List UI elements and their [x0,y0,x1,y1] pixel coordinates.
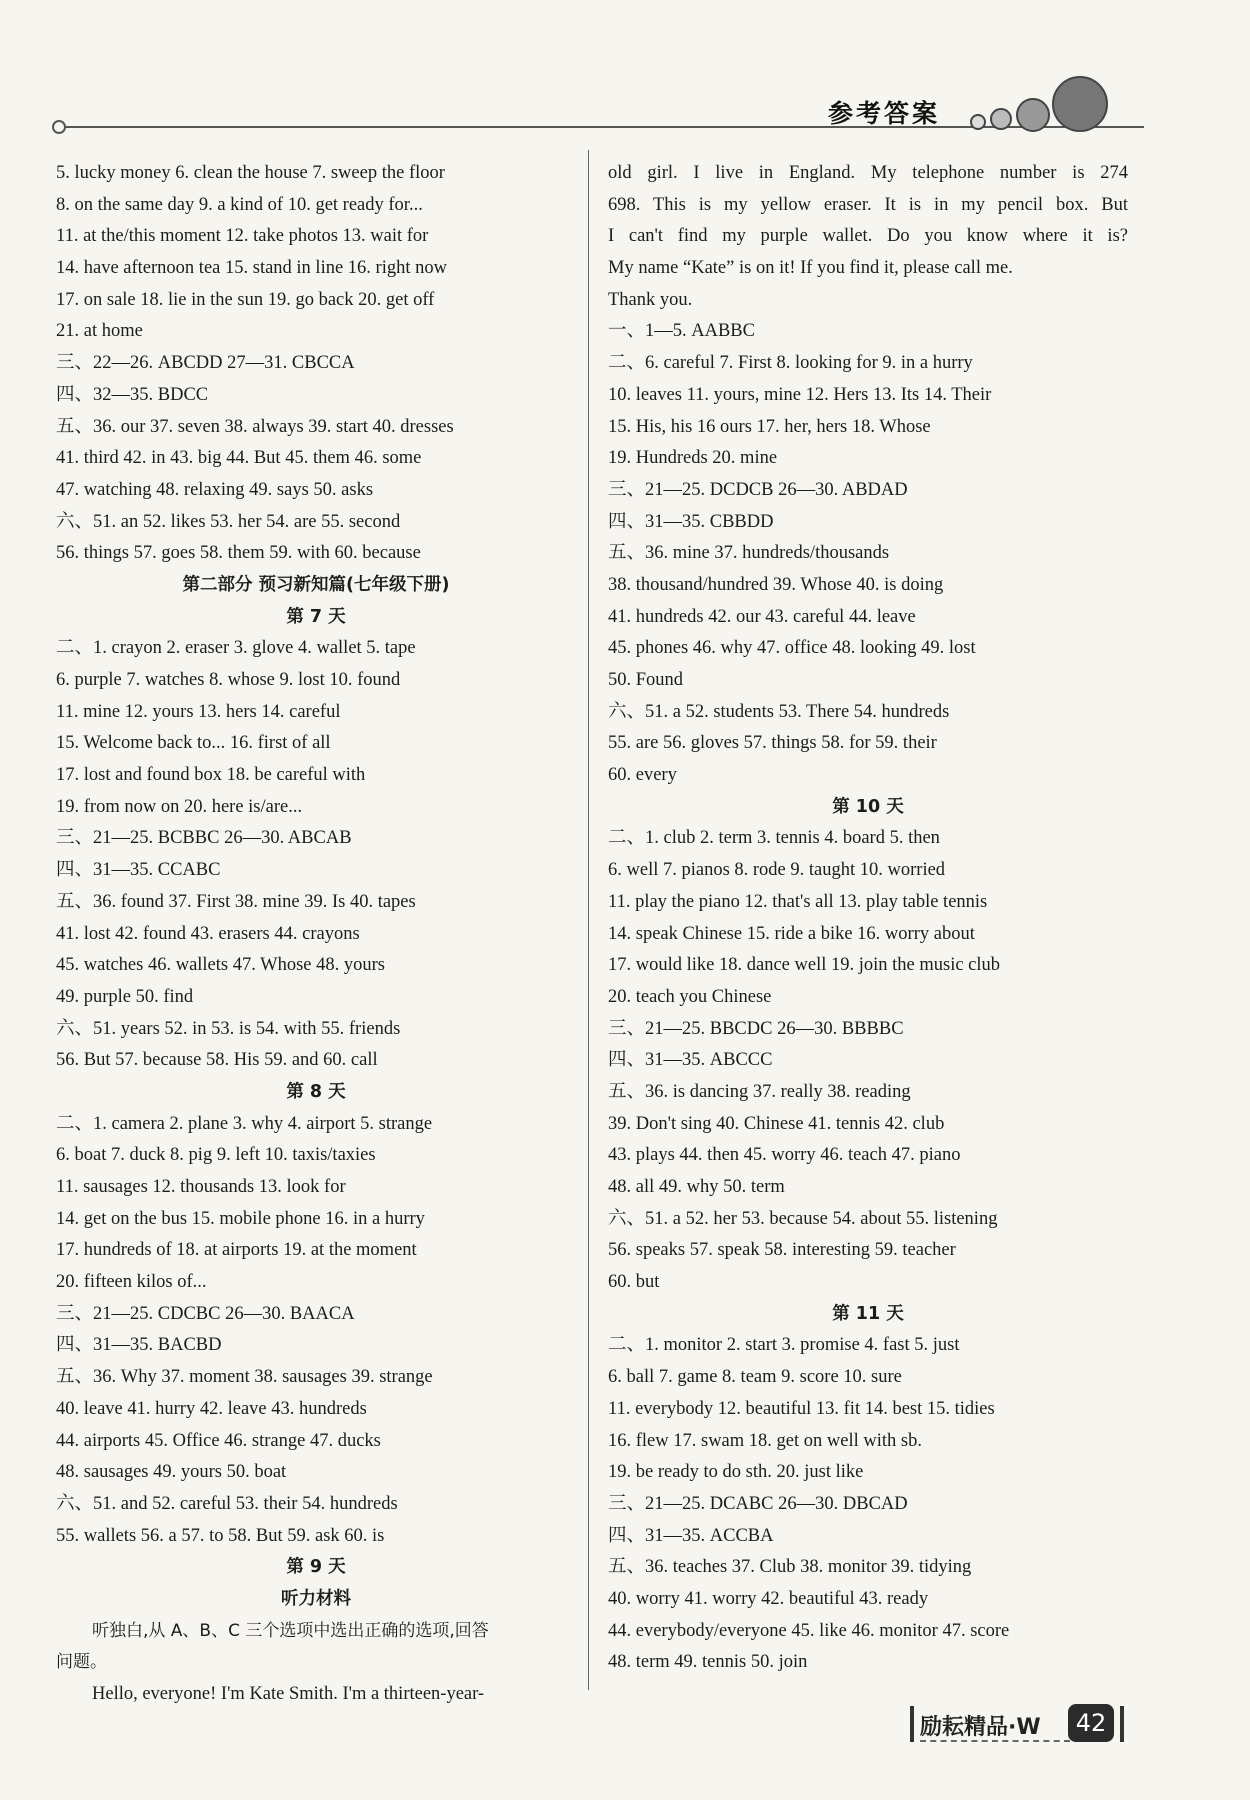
answer-line: 三、21—25. DCDCB 26—30. ABDAD [608,479,908,500]
answer-line: 11. mine 12. yours 13. hers 14. careful [56,701,341,722]
answer-line: 48. all 49. why 50. term [608,1177,785,1197]
answer-line: 17. hundreds of 18. at airports 19. at the moment [56,1240,417,1261]
answer-line: 五、36. is dancing 37. really 38. reading [608,1081,911,1102]
header-rule-dot [52,120,66,134]
section-heading: 第 11 天 [832,1303,904,1324]
answer-line: 六、51. years 52. in 53. is 54. with 55. friends [56,1018,401,1039]
answer-line: 5. lucky money 6. clean the house 7. sweep the floor [56,163,445,183]
footer-dash [920,1740,1070,1742]
answer-line: 56. But 57. because 58. His 59. and 60. call [56,1050,378,1071]
answer-line: 40. leave 41. hurry 42. leave 43. hundreds [56,1398,367,1419]
answer-line: 6. purple 7. watches 8. whose 9. lost 10. found [56,670,401,690]
answer-line: 44. airports 45. Office 46. strange 47. ducks [56,1430,381,1451]
answer-line: 19. Hundreds 20. mine [608,448,778,469]
footer-brand: 励耘精品·W [920,1715,1041,1740]
answer-line: 11. play the piano 12. that's all 13. play table tennis [608,891,988,912]
answer-line: 56. things 57. goes 58. them 59. with 60. because [56,543,421,564]
answer-line: 三、21—25. DCABC 26—30. DBCAD [608,1493,908,1514]
answer-line: 50. Found [608,670,684,690]
answer-line: 48. sausages 49. yours 50. boat [56,1462,287,1483]
section-heading: 第 9 天 [286,1557,346,1578]
answer-line: 四、31—35. ACCBA [608,1525,774,1546]
answer-line: 45. phones 46. why 47. office 48. looking 49. lost [608,638,976,659]
answer-line: 二、1. monitor 2. start 3. promise 4. fast 5. just [608,1335,960,1356]
answer-line: 六、51. a 52. students 53. There 54. hundreds [608,701,950,722]
section-heading: 第 7 天 [286,606,346,627]
answer-line: 五、36. our 37. seven 38. always 39. start 40. dresses [56,416,454,437]
answer-line: Hello, everyone! I'm Kate Smith. I'm a thirteen-year- [92,1684,485,1704]
answer-line: 14. have afternoon tea 15. stand in line 16. right now [56,258,447,279]
decorative-circle-icon [1016,98,1050,132]
answer-line: 二、1. camera 2. plane 3. why 4. airport 5. strange [56,1113,433,1134]
answer-line: 四、31—35. ABCCC [608,1050,773,1071]
page-number: 42 [1068,1704,1114,1742]
footer-bar-left [910,1706,914,1742]
decorative-circle-icon [990,108,1012,130]
answer-line: 四、31—35. CBBDD [608,511,774,532]
answer-line: 43. plays 44. then 45. worry 46. teach 47. piano [608,1145,961,1166]
answer-line: 60. but [608,1272,660,1293]
answer-line: 21. at home [56,321,143,342]
section-heading: 第二部分 预习新知篇(七年级下册) [182,574,450,595]
section-heading: 第 10 天 [832,796,904,817]
answer-line: 六、51. and 52. careful 53. their 54. hundreds [56,1493,398,1514]
header-title: 参考答案 [828,99,941,128]
answer-line: 45. watches 46. wallets 47. Whose 48. yours [56,955,386,976]
answer-line: 六、51. a 52. her 53. because 54. about 55. listening [608,1208,998,1229]
decorative-circle-icon [1052,76,1108,132]
answer-line: 五、36. found 37. First 38. mine 39. Is 40. tapes [56,891,416,912]
answer-line: 三、22—26. ABCDD 27—31. CBCCA [56,353,355,374]
answer-line: 55. are 56. gloves 57. things 58. for 59. their [608,733,937,754]
answer-line: My name “Kate” is on it! If you find it, please call me. [608,258,1013,279]
answer-line: 19. from now on 20. here is/are... [56,796,303,817]
answer-line: 听独白,从 A、B、C 三个选项中选出正确的选项,回答 [92,1620,489,1641]
answer-line: 6. well 7. pianos 8. rode 9. taught 10. worried [608,860,946,881]
answer-line: 41. lost 42. found 43. erasers 44. crayons [56,923,360,944]
answer-line: 19. be ready to do sth. 20. just like [608,1462,864,1483]
answer-line: 8. on the same day 9. a kind of 10. get ready for... [56,194,423,215]
answer-line: 五、36. teaches 37. Club 38. monitor 39. tidying [608,1557,972,1578]
answer-line: 39. Don't sing 40. Chinese 41. tennis 42. club [608,1113,945,1134]
answer-line: 五、36. Why 37. moment 38. sausages 39. strange [56,1367,433,1388]
answer-line: 15. His, his 16 ours 17. her, hers 18. Whose [608,416,931,437]
answer-line: 二、1. club 2. term 3. tennis 4. board 5. then [608,828,940,849]
answer-line: 三、21—25. BBCDC 26—30. BBBBC [608,1018,904,1039]
page-footer [910,1700,1130,1746]
section-heading: 第 8 天 [286,1081,346,1102]
answer-line: I can't find my purple wallet. Do you know where it is? [608,226,1128,247]
answer-line: 三、21—25. BCBBC 26—30. ABCAB [56,828,352,849]
answer-line: 6. ball 7. game 8. team 9. score 10. sure [608,1367,902,1388]
answer-line: Thank you. [608,289,693,310]
answer-line: 48. term 49. tennis 50. join [608,1652,808,1673]
answer-line: 60. every [608,765,677,786]
answer-line: 11. sausages 12. thousands 13. look for [56,1177,346,1197]
answer-line: 20. teach you Chinese [608,986,772,1007]
right-column [608,158,1128,1679]
section-heading: 听力材料 [281,1588,351,1609]
answer-line: 6. boat 7. duck 8. pig 9. left 10. taxis/taxies [56,1145,376,1166]
answer-line: 11. at the/this moment 12. take photos 13. wait for [56,226,429,247]
answer-line: 四、32—35. BDCC [56,384,209,405]
answer-line: 四、31—35. BACBD [56,1335,222,1356]
answer-line: 49. purple 50. find [56,986,194,1007]
answer-line: 11. everybody 12. beautiful 13. fit 14. best 15. tidies [608,1398,995,1419]
left-column [56,158,576,1711]
page-header [52,70,1192,130]
answer-line: 41. third 42. in 43. big 44. But 45. them 46. some [56,448,422,469]
answer-line: 14. get on the bus 15. mobile phone 16. in a hurry [56,1208,425,1229]
answer-line: 41. hundreds 42. our 43. careful 44. leave [608,606,916,627]
footer-bar-right [1120,1706,1124,1742]
answer-line: 55. wallets 56. a 57. to 58. But 59. ask 60. is [56,1525,385,1546]
answer-line: 698. This is my yellow eraser. It is in my pencil box. But [608,194,1128,215]
answer-line: 一、1—5. AABBC [608,321,755,342]
answer-line: 14. speak Chinese 15. ride a bike 16. worry about [608,923,975,944]
answer-line: 10. leaves 11. yours, mine 12. Hers 13. Its 14. Their [608,384,992,405]
answer-line: 20. fifteen kilos of... [56,1272,207,1293]
answer-line: 44. everybody/everyone 45. like 46. monitor 47. score [608,1620,1010,1641]
answer-line: 38. thousand/hundred 39. Whose 40. is doing [608,574,944,595]
answer-line: 问题。 [56,1652,107,1673]
answer-line: 二、6. careful 7. First 8. looking for 9. in a hurry [608,353,973,374]
answer-line: 17. lost and found box 18. be careful with [56,765,366,786]
answer-line: 六、51. an 52. likes 53. her 54. are 55. second [56,511,401,532]
answer-line: 五、36. mine 37. hundreds/thousands [608,543,890,564]
answer-line: 15. Welcome back to... 16. first of all [56,733,331,754]
answer-line: 三、21—25. CDCBC 26—30. BAACA [56,1303,355,1324]
answer-line: 16. flew 17. swam 18. get on well with sb. [608,1430,922,1451]
answer-line: 47. watching 48. relaxing 49. says 50. asks [56,479,374,500]
answer-line: 二、1. crayon 2. eraser 3. glove 4. wallet 5. tape [56,638,416,659]
answer-line: 56. speaks 57. speak 58. interesting 59. teacher [608,1240,956,1261]
answer-line: 17. on sale 18. lie in the sun 19. go back 20. get off [56,289,435,310]
answer-line: old girl. I live in England. My telephone number is 274 [608,163,1128,183]
column-divider [588,150,589,1690]
answer-line: 四、31—35. CCABC [56,860,221,881]
answer-line: 17. would like 18. dance well 19. join the music club [608,955,1001,976]
answer-line: 40. worry 41. worry 42. beautiful 43. ready [608,1588,929,1609]
decorative-circle-icon [970,114,986,130]
